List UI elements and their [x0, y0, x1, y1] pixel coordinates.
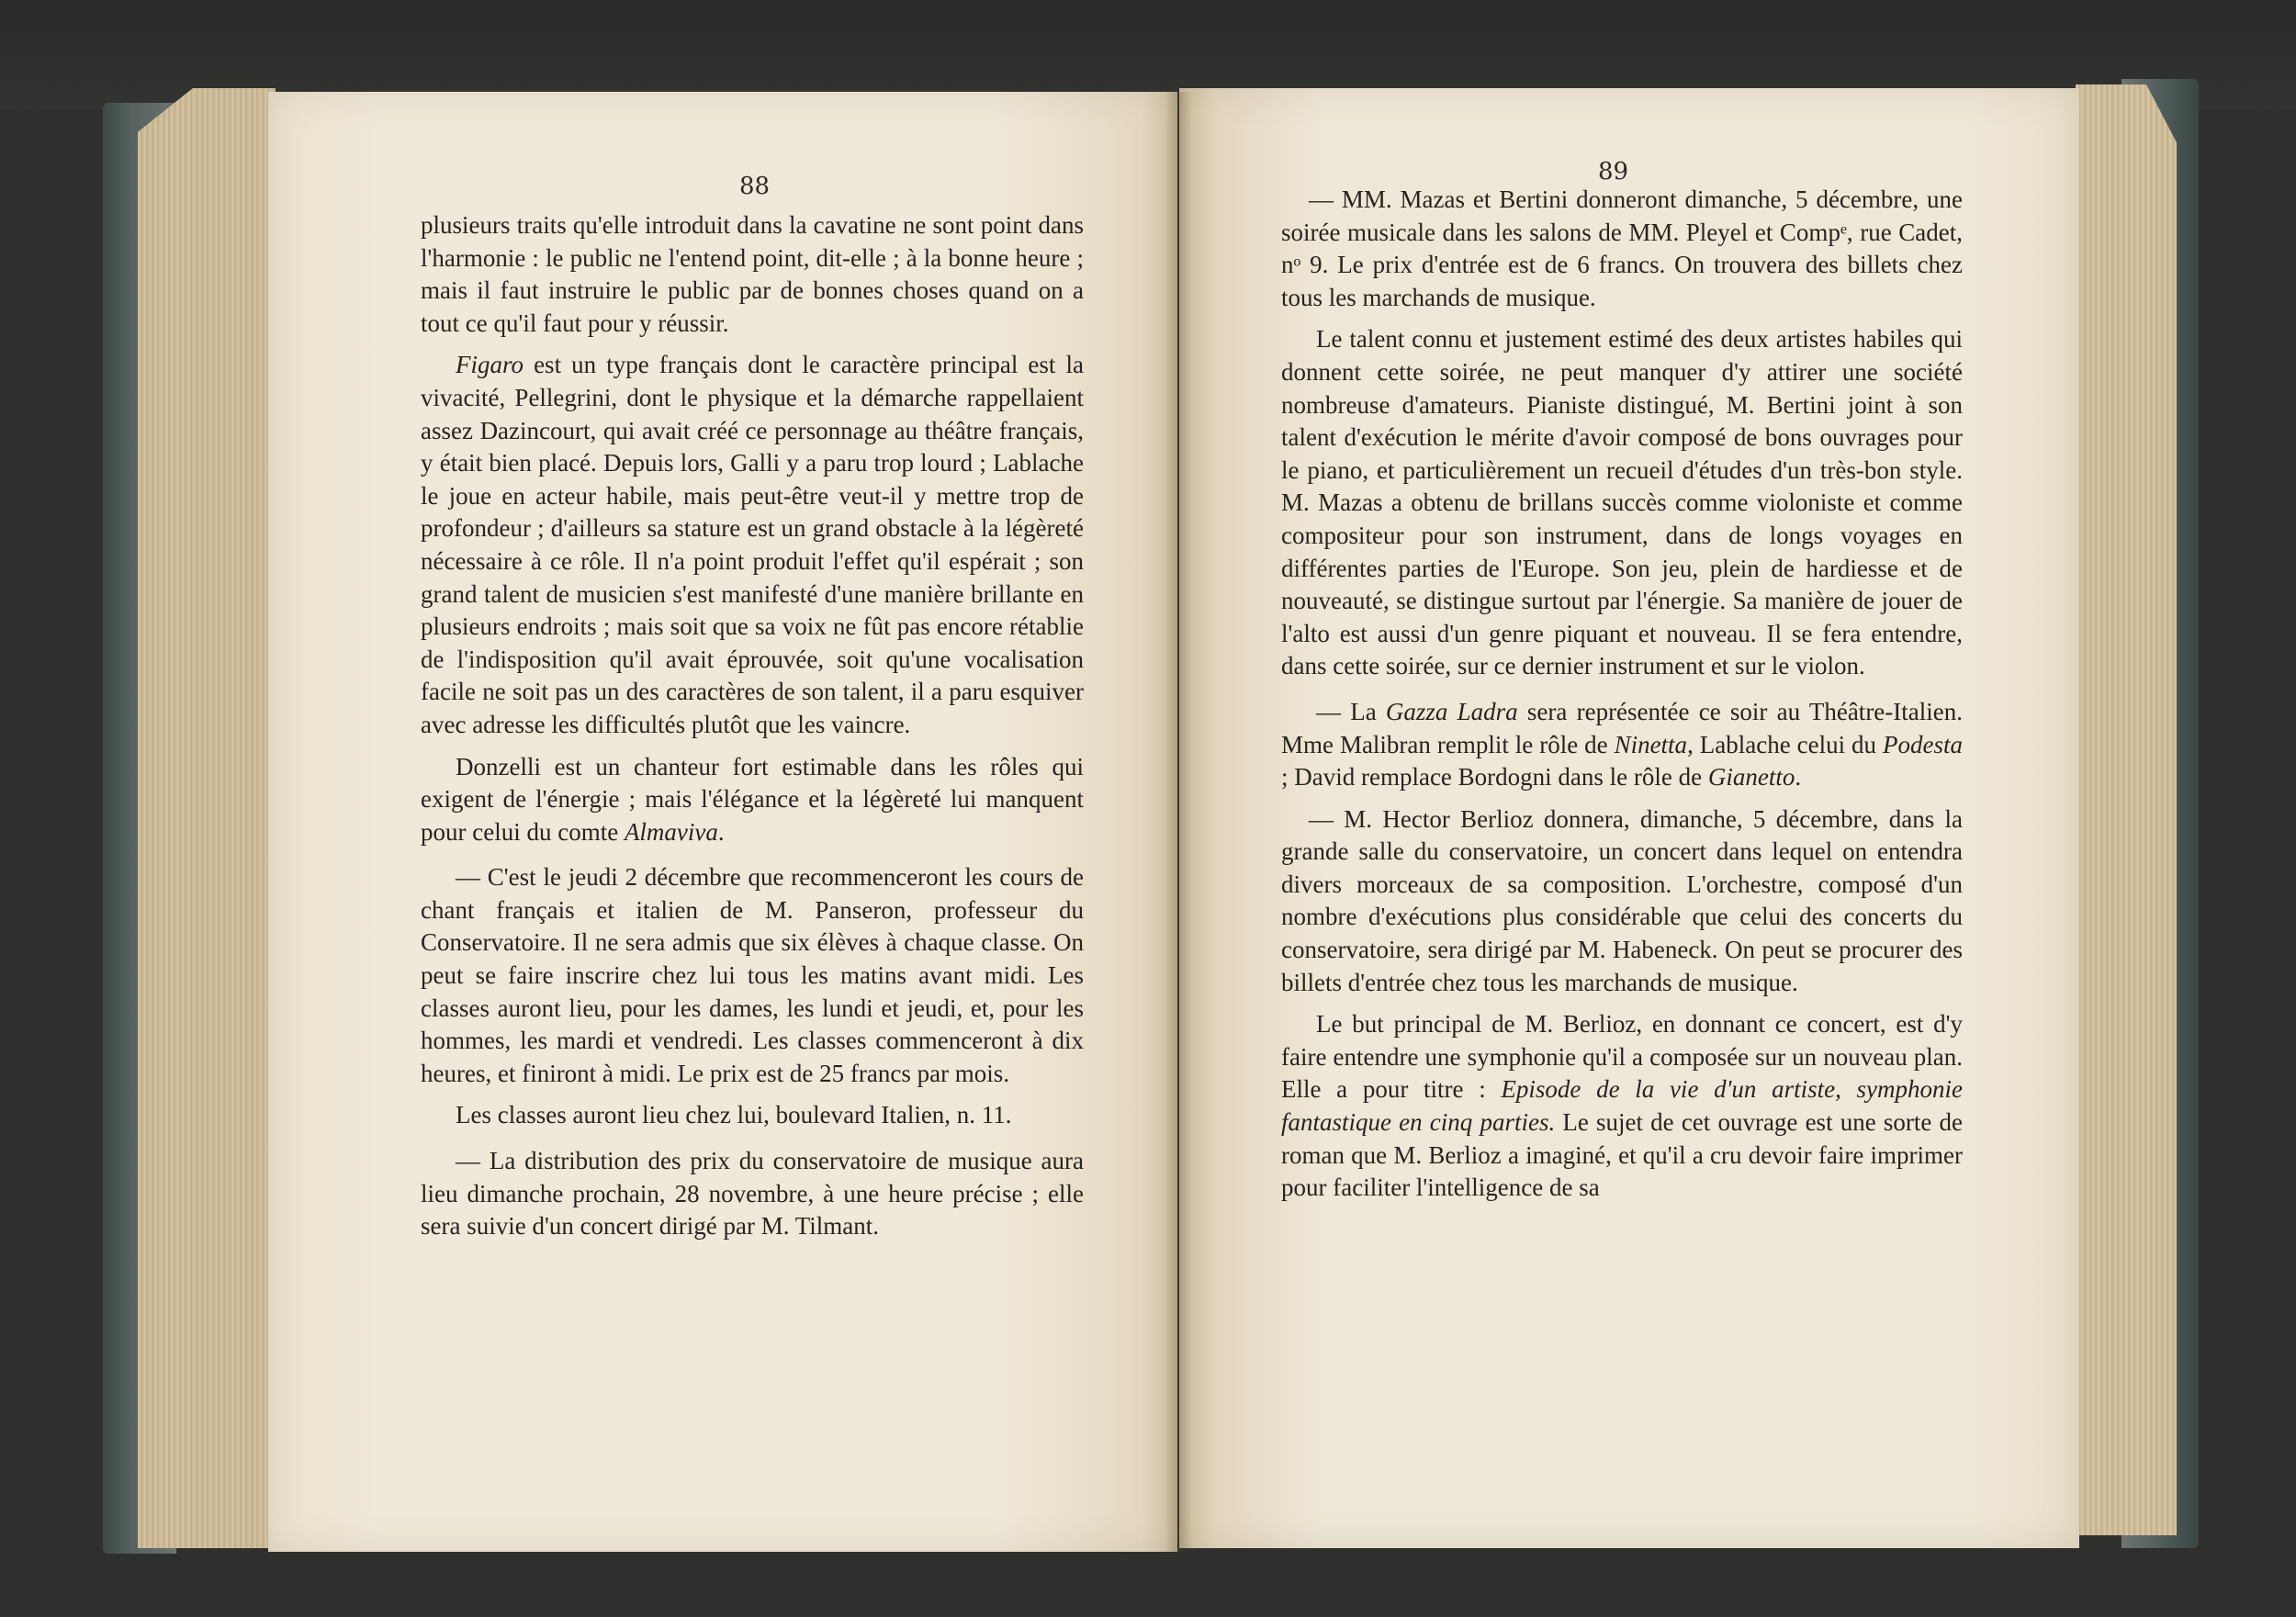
gazza-text-b: sera représentée ce soir au Théâtre-Italien. Mme Malibran remplit le rôle de [1281, 697, 1963, 758]
paragraph-berlioz-symphonie [1281, 1008, 1963, 1205]
paragraph-distribution-prix: — La distribution des prix du conservatoire de musique aura lieu dimanche prochain, 28 novembre, à une heure précise ; elle sera suivie d'un concert dirigé par M. Tilmant. [421, 1147, 1084, 1241]
left-page-text [421, 209, 1084, 1252]
berlioz-text-a: Le but principal de M. Berlioz, en donnant ce concert, est d'y faire entendre une symphonie qu'il a composée sur un nouveau plan. Elle a pour titre : [1281, 1010, 1963, 1104]
italic-ninetta: Ninetta [1614, 730, 1688, 758]
left-page-edges [138, 88, 276, 1548]
paragraph-donzelli [421, 751, 1084, 849]
paragraph-mazas-bertini: — MM. Mazas et Bertini donneront dimanche, 5 décembre, une soirée musicale dans les salons de MM. Pleyel et Compᵉ, rue Cadet, nᵒ 9. Le prix d'entrée est de 6 francs. On trouvera des billets chez tous les marchands de musique. [1281, 185, 1963, 311]
right-page-edges [2076, 84, 2177, 1535]
italic-gazza-ladra: Gazza Ladra [1385, 697, 1518, 725]
paragraph-cavatine: plusieurs traits qu'elle introduit dans la cavatine ne sont point dans l'harmonie : le public ne l'entend point, dit-elle ; à la bonne heure ; mais il faut instruire le public par de bonnes choses quand on a tout ce qu'il faut pour y réussir. [421, 211, 1084, 337]
berlioz-text-b: Le sujet de cet ouvrage est une sorte de roman que M. Berlioz a imaginé, et qu'il a cru devoir faire imprimer pour faciliter l'intelligence de sa [1281, 1108, 1964, 1202]
paragraph-berlioz-concert: — M. Hector Berlioz donnera, dimanche, 5 décembre, dans la grande salle du conservatoire, un concert dans lequel on entendra divers morceaux de sa composition. L'orchestre, composé d'un nombre d'exécutions plus considérable que celui des concerts du conservatoire, sera dirigé par M. Habeneck. On peut se procurer des billets d'entrée chez tous les marchands de musique. [1281, 804, 1963, 996]
paragraph-figaro-text: est un type français dont le caractère principal est la vivacité, Pellegrini, dont le physique et la démarche rappellaient assez Dazincourt, qui avait créé ce personnage au théâtre français, y était bien placé. Depuis lors, Galli y a paru trop lourd ; Lablache le joue en acteur habile, mais peut-être veut-il y mettre trop de profondeur ; d'ailleurs sa stature est un grand obstacle à la légèreté nécessaire à ce rôle. Il n'a point produit l'effet qu'il espérait ; son grand talent de musicien s'est manifesté d'une manière brillante en plusieurs endroits ; mais soit que sa voix ne fût pas encore rétablie de l'indisposition qu'il avait éprouvée, soit qu'une vocalisation facile ne soit pas un des caractères de son talent, il a paru esquiver avec adresse les difficultés plutôt que les vaincre. [421, 351, 1084, 738]
right-page-text [1281, 184, 1963, 1214]
book-gutter [1165, 92, 1192, 1552]
italic-almaviva: Almaviva [624, 817, 718, 846]
italic-figaro: Figaro [456, 351, 523, 379]
left-page-number: 88 [739, 173, 771, 200]
paragraph-figaro [421, 349, 1084, 741]
paragraph-donzelli-end: . [717, 817, 725, 846]
paragraph-talent: Le talent connu et justement estimé des deux artistes habiles qui donnent cette soirée, ne peut manquer d'y attirer une société nombreuse d'amateurs. Pianiste distingué, M. Bertini joint à son talent d'exécution le mérite d'avoir composé de bons ouvrages pour le piano, et particulièrement un recueil d'études d'un très-bon style. M. Mazas a obtenu de brillans succès comme violoniste et comme compositeur pour son instrument, dans de longs voyages en différentes parties de l'Europe. Son jeu, plein de hardiesse et de nouveauté, se distingue surtout par l'énergie. Sa manière de jouer de l'alto est aussi d'un genre piquant et nouveau. Il se fera entendre, dans cette soirée, sur ce dernier instrument et sur le violon. [1281, 325, 1963, 680]
right-page-number: 89 [1598, 158, 1629, 185]
gazza-text-e: . [1795, 763, 1802, 792]
gazza-text-a: — La [1316, 697, 1386, 725]
italic-symphonie-title: Episode de la vie d'un artiste, symphonie fantastique en cinq parties. [1281, 1075, 1963, 1137]
gazza-text-c: , Lablache celui du [1687, 730, 1883, 758]
italic-podesta: Podesta [1883, 730, 1963, 758]
gazza-text-d: ; David remplace Bordogni dans le rôle de [1281, 763, 1708, 792]
paragraph-classes-address: Les classes auront lieu chez lui, boulevard Italien, n. 11. [456, 1101, 1012, 1129]
italic-gianetto: Gianetto [1707, 763, 1795, 792]
paragraph-gazza-ladra [1281, 696, 1963, 794]
paragraph-donzelli-text: Donzelli est un chanteur fort estimable dans les rôles qui exigent de l'énergie ; mais l'élégance et la légèreté lui manquent pour celui du comte [421, 752, 1084, 846]
paragraph-panseron: — C'est le jeudi 2 décembre que recommenceront les cours de chant français et italien de M. Panseron, professeur du Conservatoire. Il ne sera admis que six élèves à chaque classe. On peut se faire inscrire chez lui tous les matins avant midi. Les classes auront lieu, pour les dames, les lundi et jeudi, et, pour les hommes, les mardi et vendredi. Les classes commenceront à dix heures, et finiront à midi. Le prix est de 25 francs par mois. [421, 863, 1084, 1087]
